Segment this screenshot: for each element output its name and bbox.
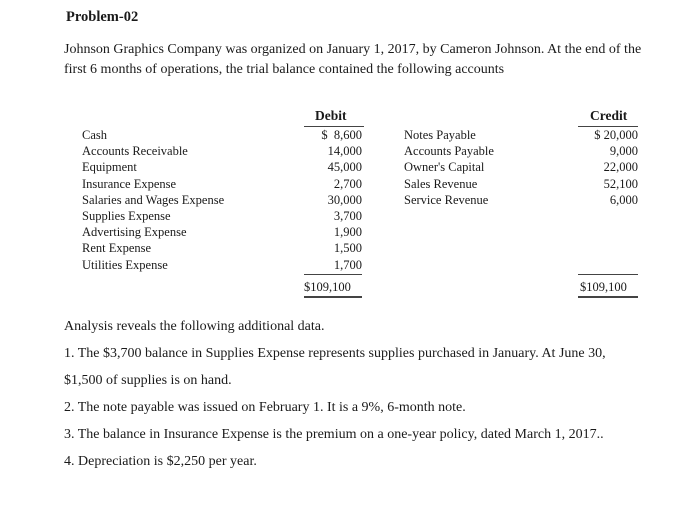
debit-header: Debit — [315, 108, 347, 123]
debit-account-name: Rent Expense — [82, 241, 152, 256]
problem-title: Problem-02 — [66, 9, 139, 25]
debit-amount-list — [290, 127, 362, 273]
debit-account-name: Supplies Expense — [82, 208, 171, 223]
analysis-item: $1,500 of supplies is on hand. — [64, 373, 232, 388]
debit-amount: 45,000 — [327, 160, 362, 175]
credit-total: $109,100 — [580, 280, 627, 294]
credit-account-name: Sales Revenue — [404, 176, 478, 191]
credit-amount: $ 20,000 — [594, 128, 638, 142]
debit-account-name: Insurance Expense — [82, 176, 177, 191]
debit-account-list — [82, 127, 224, 273]
credit-account-name: Notes Payable — [404, 128, 476, 142]
analysis-item: 2. The note payable was issued on February 1. It is a 9%, 6-month note. — [64, 400, 466, 415]
analysis-item: 1. The $3,700 balance in Supplies Expense represents supplies purchased in January. At June 30, — [64, 346, 606, 361]
debit-account-name: Salaries and Wages Expense — [82, 192, 225, 207]
debit-amount: 3,700 — [333, 208, 362, 223]
credit-amount: 22,000 — [603, 160, 638, 175]
credit-total-rule — [578, 274, 638, 275]
analysis-item: 3. The balance in Insurance Expense is the premium on a one-year policy, dated March 1, 2017.. — [64, 427, 604, 442]
debit-account-name: Utilities Expense — [82, 257, 168, 272]
debit-amount: 1,900 — [333, 225, 362, 240]
credit-amount: 6,000 — [609, 192, 638, 207]
debit-account-name: Equipment — [82, 160, 137, 175]
credit-account-list — [404, 127, 494, 208]
debit-amount: 1,500 — [333, 241, 362, 256]
debit-total-double-rule — [304, 296, 362, 298]
credit-header: Credit — [590, 108, 628, 123]
credit-account-name: Owner's Capital — [404, 160, 485, 175]
debit-total: $109,100 — [304, 280, 351, 294]
debit-amount: $ 8,600 — [321, 128, 362, 142]
debit-account-name: Cash — [82, 128, 107, 142]
credit-account-name: Accounts Payable — [404, 144, 494, 159]
debit-account-name: Accounts Receivable — [82, 144, 188, 159]
debit-total-rule — [304, 274, 362, 275]
credit-total-double-rule — [578, 296, 638, 298]
analysis-heading: Analysis reveals the following additional data. — [64, 319, 325, 334]
debit-amount: 1,700 — [333, 257, 362, 272]
problem-intro: Johnson Graphics Company was organized on January 1, 2017, by Cameron Johnson. At the end of the first 6 months of operations, the trial balance contained the following accounts — [64, 42, 642, 77]
debit-amount: 2,700 — [333, 176, 362, 191]
debit-account-name: Advertising Expense — [82, 225, 187, 240]
credit-amount-list — [566, 127, 638, 208]
credit-amount: 9,000 — [609, 144, 638, 159]
debit-amount: 14,000 — [327, 144, 362, 159]
analysis-item: 4. Depreciation is $2,250 per year. — [64, 454, 257, 469]
debit-amount: 30,000 — [327, 192, 362, 207]
credit-amount: 52,100 — [603, 176, 638, 191]
credit-account-name: Service Revenue — [404, 192, 489, 207]
